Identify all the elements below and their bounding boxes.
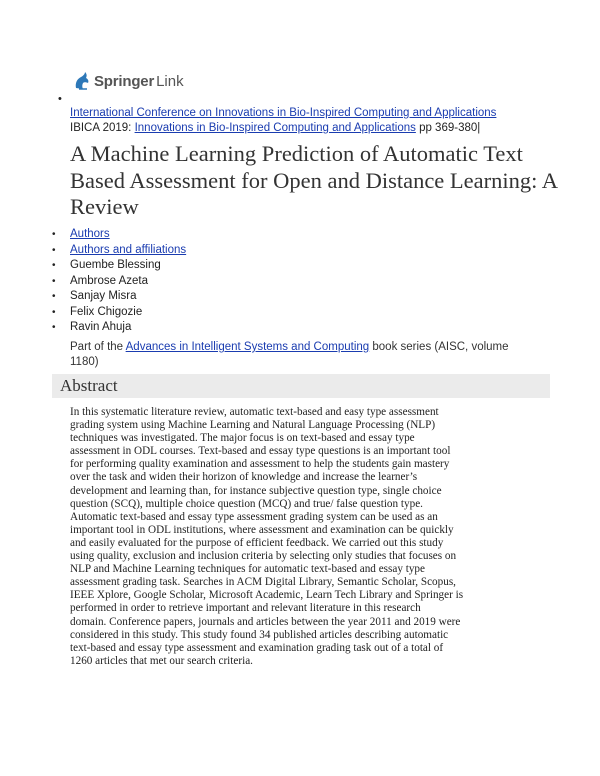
abstract-section-header[interactable]: [52, 374, 550, 398]
abstract-text: [70, 406, 556, 668]
abstract-line: assessment in ODL courses. Text-based and essay type questions is an important tool: [70, 445, 451, 458]
authors-link[interactable]: Authors: [70, 228, 110, 240]
proceedings-line: [70, 122, 480, 134]
series-suffix: book series (AISC, volume 1180): [70, 341, 509, 368]
abstract-line: question (SCQ), multiple choice question (MCQ) and true/ false question type.: [70, 497, 423, 510]
brand-link: Link: [156, 72, 184, 90]
author-name: • Ravin Ahuja: [52, 320, 186, 336]
abstract-line: important tool in ODL institutions, where assessment and examination can be quickly: [70, 523, 454, 536]
brand-springer: Springer: [94, 72, 155, 90]
authors-list: [52, 227, 186, 336]
abstract-line: grading system using Machine Learning and Natural Language Processing (NLP): [70, 419, 436, 432]
author-name: • Ambrose Azeta: [52, 274, 186, 290]
abstract-line: IEEE Xplore, Google Scholar, Microsoft Academic, Learn Tech Library and Springer is: [70, 589, 464, 602]
list-item: [52, 243, 186, 259]
springer-horse-icon: [70, 70, 92, 92]
abstract-line: considered in this study. This study found 34 published articles describing automatic: [70, 628, 449, 641]
book-series-info: [70, 340, 510, 370]
conference-link[interactable]: International Conference on Innovations in Bio-Inspired Computing and Applications: [70, 107, 497, 119]
author-name: • Sanjay Misra: [52, 289, 186, 305]
abstract-line: NLP and Machine Learning techniques for automatic text-based and essay type: [70, 563, 425, 576]
abstract-line: for performing quality examination and assessment to help the students gain mastery: [70, 458, 450, 471]
abstract-line: over the task and widen their horizon of knowledge and increase the learner’s: [70, 471, 418, 484]
list-bullet: •: [58, 93, 62, 105]
springer-link-logo[interactable]: [70, 70, 184, 92]
abstract-heading: Abstract: [60, 376, 118, 395]
abstract-line: techniques was investigated. The major focus is on text-based and essay type: [70, 432, 415, 445]
author-name: • Felix Chigozie: [52, 305, 186, 321]
abstract-line: 1260 articles that met our search criteria.: [70, 654, 253, 667]
proceedings-link[interactable]: Innovations in Bio-Inspired Computing and Applications: [134, 122, 416, 134]
book-series-link[interactable]: Advances in Intelligent Systems and Computing: [125, 341, 370, 353]
page-range: pp 369-380|: [415, 122, 481, 134]
abstract-line: development and learning than, for instance subjective question type, single choice: [70, 484, 442, 497]
page-title: A Machine Learning Prediction of Automatic Text Based Assessment for Open and Distance Learning: A Review: [70, 141, 557, 219]
abstract-line: Automatic text-based and essay type assessment grading system can be used as an: [70, 510, 438, 523]
abstract-line: performed in order to retrieve important and relevant literature in this research: [70, 602, 421, 615]
abstract-line: and easily evaluated for the purpose of efficient feedback. We carried out this study: [70, 536, 444, 549]
author-name: • Guembe Blessing: [52, 258, 186, 274]
abstract-line: using quality, exclusion and inclusion criteria by selecting only studies that focuses on: [70, 550, 457, 563]
abstract-line: text-based and essay type assessment and examination grading task out of a total of: [70, 641, 444, 654]
abstract-line: domain. Conference papers, journals and articles between the year 2011 and 2019 were: [70, 615, 461, 628]
ibica-prefix: IBICA 2019:: [70, 122, 135, 134]
list-item: [52, 227, 186, 243]
abstract-line: assessment grading task. Searches in ACM Digital Library, Semantic Scholar, Scopus,: [70, 576, 456, 589]
abstract-line: In this systematic literature review, automatic text-based and easy type assessment: [70, 406, 439, 418]
affiliations-link[interactable]: Authors and affiliations: [70, 243, 187, 256]
series-prefix: Part of the: [70, 341, 126, 353]
